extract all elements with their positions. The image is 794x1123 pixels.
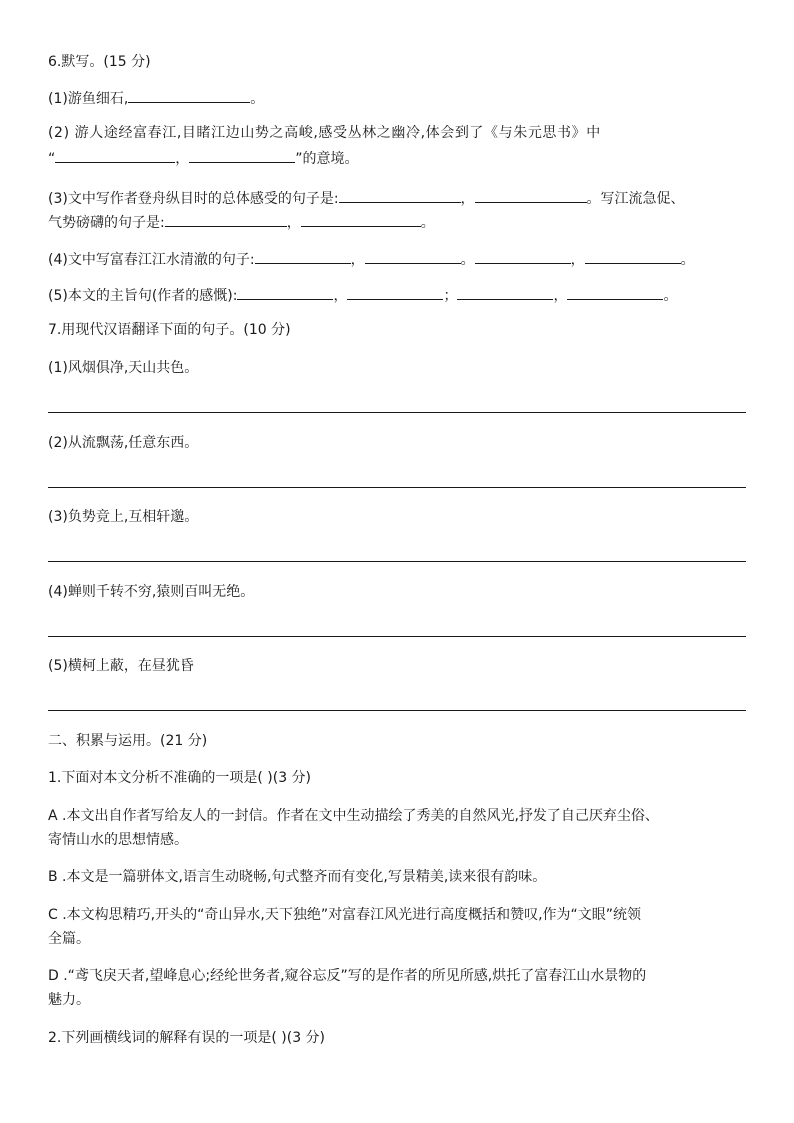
answer-blank[interactable] bbox=[339, 185, 461, 203]
punct: 。 bbox=[460, 252, 475, 268]
s2-q1-stem: 1.下面对本文分析不准确的一项是( )(3 分) bbox=[48, 770, 312, 786]
q6-item-3-line-2 bbox=[48, 209, 746, 235]
q6-item-1 bbox=[48, 85, 746, 111]
s2-q2-stem: 2.下列画横线词的解释有误的一项是( )(3 分) bbox=[48, 1030, 326, 1046]
answer-blank[interactable] bbox=[128, 85, 250, 103]
punct: ， bbox=[570, 252, 585, 268]
q6-item-2-line-1: (2) 游人途经富春江,目睹江边山势之高峻,感受丛林之幽冷,体会到了《与朱元思书》中 bbox=[48, 125, 601, 141]
punct: ， bbox=[553, 288, 568, 304]
q6-item-3-text: (3)文中写作者登舟纵目时的总体感受的句子是: bbox=[48, 191, 339, 207]
answer-blank[interactable] bbox=[301, 209, 421, 227]
punct: ； bbox=[443, 288, 458, 304]
answer-line[interactable] bbox=[48, 412, 746, 413]
s2-q1-option-a-line-2: 寄情山水的思想情感。 bbox=[48, 832, 188, 848]
answer-line[interactable] bbox=[48, 561, 746, 562]
section-2-title: 二、积累与运用。(21 分) bbox=[48, 733, 208, 749]
punct: 。 bbox=[420, 215, 435, 231]
q6-item-2-tail: ”的意境。 bbox=[295, 151, 359, 167]
s2-q1-option-d-line-1: D .“鸢飞戾天者,望峰息心;经纶世务者,窥谷忘反”写的是作者的所见所感,烘托了富春江山水景物的 bbox=[48, 968, 647, 984]
q7-title: 7.用现代汉语翻译下面的句子。(10 分) bbox=[48, 322, 291, 338]
q7-item-1: (1)风烟俱净,天山共色。 bbox=[48, 360, 199, 376]
q6-item-2-line-2 bbox=[48, 145, 746, 171]
s2-q1-option-b: B .本文是一篇骈体文,语言生动晓畅,句式整齐而有变化,写景精美,读来很有韵味。 bbox=[48, 869, 547, 885]
q7-item-5: (5)横柯上蔽，在昼犹昏 bbox=[48, 658, 194, 674]
answer-blank[interactable] bbox=[585, 246, 681, 264]
answer-line[interactable] bbox=[48, 636, 746, 637]
q6-item-4-text: (4)文中写富春江江水清澈的句子: bbox=[48, 252, 255, 268]
punct: ， bbox=[333, 288, 348, 304]
q7-item-2: (2)从流飘荡,任意东西。 bbox=[48, 435, 199, 451]
answer-line[interactable] bbox=[48, 487, 746, 488]
punct: ， bbox=[286, 215, 301, 231]
answer-blank[interactable] bbox=[475, 185, 587, 203]
q6-item-5-text: (5)本文的主旨句(作者的感慨): bbox=[48, 288, 238, 304]
s2-q1-option-a-line-1: A .本文出自作者写给友人的一封信。作者在文中生动描绘了秀美的自然风光,抒发了自己厌弃尘俗、 bbox=[48, 808, 659, 824]
punct: ， bbox=[460, 191, 475, 207]
q6-item-3-line-2-text: 气势磅礴的句子是: bbox=[48, 215, 165, 231]
q6-item-1-text: (1)游鱼细石, bbox=[48, 91, 129, 107]
punct: 。 bbox=[663, 288, 678, 304]
s2-q1-option-d-line-2: 魅力。 bbox=[48, 992, 90, 1008]
q6-item-3-mid: 。写江流急促、 bbox=[586, 191, 685, 207]
answer-blank[interactable] bbox=[255, 246, 351, 264]
answer-blank[interactable] bbox=[237, 282, 333, 300]
q7-item-4: (4)蝉则千转不穷,猿则百叫无绝。 bbox=[48, 584, 255, 600]
answer-blank[interactable] bbox=[475, 246, 571, 264]
q6-item-5 bbox=[48, 282, 746, 308]
answer-blank[interactable] bbox=[567, 282, 663, 300]
s2-q1-option-c-line-2: 全篇。 bbox=[48, 931, 90, 947]
answer-blank[interactable] bbox=[347, 282, 443, 300]
answer-blank[interactable] bbox=[365, 246, 461, 264]
answer-blank[interactable] bbox=[55, 145, 175, 163]
answer-line[interactable] bbox=[48, 710, 746, 711]
punct: ， bbox=[175, 151, 190, 167]
q6-title: 6.默写。(15 分) bbox=[48, 54, 151, 70]
answer-blank[interactable] bbox=[457, 282, 553, 300]
q6-item-3-line-1 bbox=[48, 185, 746, 211]
q7-item-3: (3)负势竞上,互相轩邈。 bbox=[48, 509, 199, 525]
answer-blank[interactable] bbox=[189, 145, 295, 163]
punct: ， bbox=[350, 252, 365, 268]
punct: 。 bbox=[250, 91, 265, 107]
q6-item-4 bbox=[48, 246, 746, 272]
open-quote: “ bbox=[48, 151, 56, 167]
punct: 。 bbox=[680, 252, 695, 268]
s2-q1-option-c-line-1: C .本文构思精巧,开头的“奇山异水,天下独绝”对富春江风光进行高度概括和赞叹,作为“文眼”统领 bbox=[48, 907, 642, 923]
answer-blank[interactable] bbox=[165, 209, 287, 227]
